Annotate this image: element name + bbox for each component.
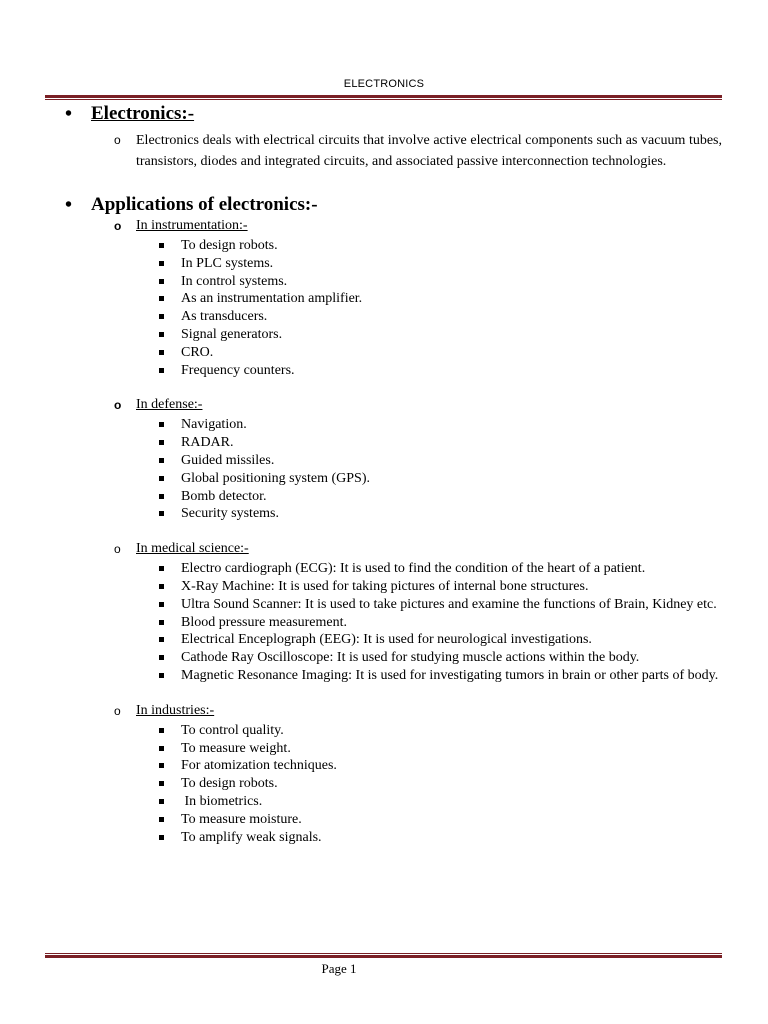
list-item-text: Guided missiles. bbox=[181, 452, 275, 468]
group-title: In medical science:- bbox=[136, 541, 249, 557]
list-item bbox=[181, 488, 722, 506]
square-bullet-icon bbox=[159, 476, 164, 481]
square-bullet-icon bbox=[159, 602, 164, 607]
section-heading-text: Applications of electronics:- bbox=[91, 194, 318, 215]
square-bullet-icon bbox=[159, 296, 164, 301]
square-bullet-icon bbox=[159, 620, 164, 625]
square-bullet-icon bbox=[159, 350, 164, 355]
document-body bbox=[0, 100, 768, 846]
list-item bbox=[181, 273, 722, 291]
item-list bbox=[136, 722, 768, 847]
list-item-text: In biometrics. bbox=[181, 793, 263, 809]
list-item bbox=[181, 631, 722, 649]
square-bullet-icon bbox=[159, 763, 164, 768]
square-bullet-icon bbox=[159, 494, 164, 499]
circle-bullet-icon: o bbox=[114, 542, 121, 557]
list-item-text: For atomization techniques. bbox=[181, 758, 337, 774]
group-medical-science bbox=[114, 540, 768, 685]
definition-text: Electronics deals with electrical circuits that involve active electrical components such as vacuum tubes, transistors, diodes and integrated circuits, and associated passive interconnection technologies. bbox=[136, 133, 722, 169]
list-item-text: Signal generators. bbox=[181, 326, 283, 342]
footer-rule bbox=[45, 953, 722, 958]
list-item-text: Magnetic Resonance Imaging: It is used for investigating tumors in brain or other parts of body. bbox=[181, 667, 719, 683]
list-item-text: To design robots. bbox=[181, 776, 278, 792]
list-item bbox=[181, 255, 722, 273]
list-item-text: To measure weight. bbox=[181, 740, 291, 756]
list-item bbox=[181, 578, 722, 596]
list-item bbox=[181, 434, 722, 452]
square-bullet-icon bbox=[159, 440, 164, 445]
square-bullet-icon bbox=[159, 746, 164, 751]
list-item bbox=[181, 722, 722, 740]
square-bullet-icon bbox=[159, 835, 164, 840]
section-heading-text: Electronics:- bbox=[91, 103, 195, 124]
list-item-text: Bomb detector. bbox=[181, 488, 267, 504]
group-title: In defense:- bbox=[136, 397, 203, 413]
item-list bbox=[136, 560, 768, 685]
list-item-text: In PLC systems. bbox=[181, 255, 274, 271]
list-item-text: Security systems. bbox=[181, 506, 279, 522]
square-bullet-icon bbox=[159, 817, 164, 822]
list-item-text: Global positioning system (GPS). bbox=[181, 470, 371, 486]
list-item bbox=[181, 237, 722, 255]
list-item-text: Ultra Sound Scanner: It is used to take pictures and examine the functions of Brain, Kidney etc. bbox=[181, 596, 717, 612]
list-item bbox=[181, 596, 722, 614]
list-item-text: To measure moisture. bbox=[181, 811, 302, 827]
list-item-text: As transducers. bbox=[181, 309, 268, 325]
list-item bbox=[181, 811, 722, 829]
square-bullet-icon bbox=[159, 243, 164, 248]
group-instrumentation bbox=[114, 217, 768, 379]
definition-paragraph bbox=[114, 130, 722, 172]
group-title: In instrumentation:- bbox=[136, 218, 248, 233]
list-item bbox=[181, 775, 722, 793]
list-item-text: X-Ray Machine: It is used for taking pictures of internal bone structures. bbox=[181, 578, 589, 594]
list-item-text: RADAR. bbox=[181, 435, 234, 451]
square-bullet-icon bbox=[159, 655, 164, 660]
square-bullet-icon bbox=[159, 584, 164, 589]
list-item bbox=[181, 740, 722, 758]
list-item bbox=[181, 362, 722, 380]
list-item bbox=[181, 560, 722, 578]
list-item-text: To design robots. bbox=[181, 238, 278, 253]
square-bullet-icon bbox=[159, 673, 164, 678]
list-item bbox=[181, 344, 722, 362]
bullet-icon: • bbox=[65, 194, 73, 216]
square-bullet-icon bbox=[159, 458, 164, 463]
item-list bbox=[136, 237, 768, 379]
group-title: In industries:- bbox=[136, 702, 215, 718]
square-bullet-icon bbox=[159, 279, 164, 284]
list-item bbox=[181, 667, 722, 685]
list-item-text: Blood pressure measurement. bbox=[181, 614, 348, 630]
circle-bullet-icon: o bbox=[114, 398, 122, 413]
square-bullet-icon bbox=[159, 566, 164, 571]
list-item-text: Navigation. bbox=[181, 417, 247, 433]
square-bullet-icon bbox=[159, 781, 164, 786]
circle-bullet-icon: o bbox=[114, 703, 121, 718]
square-bullet-icon bbox=[159, 511, 164, 516]
list-item-text: Electrical Enceplograph (EEG): It is used for neurological investigations. bbox=[181, 632, 592, 648]
square-bullet-icon bbox=[159, 728, 164, 733]
list-item bbox=[181, 470, 722, 488]
page-header-title: ELECTRONICS bbox=[343, 78, 425, 90]
square-bullet-icon bbox=[159, 637, 164, 642]
group-defense bbox=[114, 396, 768, 523]
page-number: Page 1 bbox=[321, 961, 357, 976]
section-heading-applications bbox=[65, 193, 768, 217]
list-item-text: Frequency counters. bbox=[181, 362, 295, 378]
section-heading-electronics bbox=[65, 102, 768, 126]
list-item bbox=[181, 614, 722, 632]
list-item-text: As an instrumentation amplifier. bbox=[181, 291, 363, 307]
group-industries bbox=[114, 702, 768, 847]
list-item bbox=[181, 649, 722, 667]
square-bullet-icon bbox=[159, 332, 164, 337]
circle-bullet-icon: o bbox=[114, 133, 121, 147]
square-bullet-icon bbox=[159, 314, 164, 319]
list-item bbox=[181, 793, 722, 811]
list-item-text: In control systems. bbox=[181, 273, 288, 289]
list-item bbox=[181, 505, 722, 523]
list-item-text: To amplify weak signals. bbox=[181, 829, 322, 845]
item-list bbox=[136, 416, 768, 523]
bullet-icon: • bbox=[65, 103, 73, 125]
list-item-text: Electro cardiograph (ECG): It is used to find the condition of the heart of a patient. bbox=[181, 561, 646, 577]
square-bullet-icon bbox=[159, 799, 164, 804]
square-bullet-icon bbox=[159, 368, 164, 373]
list-item bbox=[181, 308, 722, 326]
square-bullet-icon bbox=[159, 422, 164, 427]
square-bullet-icon bbox=[159, 261, 164, 266]
list-item bbox=[181, 326, 722, 344]
circle-bullet-icon: o bbox=[114, 219, 122, 233]
list-item bbox=[181, 416, 722, 434]
list-item-text: To control quality. bbox=[181, 722, 284, 738]
list-item bbox=[181, 290, 722, 308]
list-item bbox=[181, 452, 722, 470]
list-item-text: CRO. bbox=[181, 344, 214, 360]
list-item bbox=[181, 757, 722, 775]
list-item-text: Cathode Ray Oscilloscope: It is used for studying muscle actions within the body. bbox=[181, 650, 640, 666]
list-item bbox=[181, 829, 722, 847]
